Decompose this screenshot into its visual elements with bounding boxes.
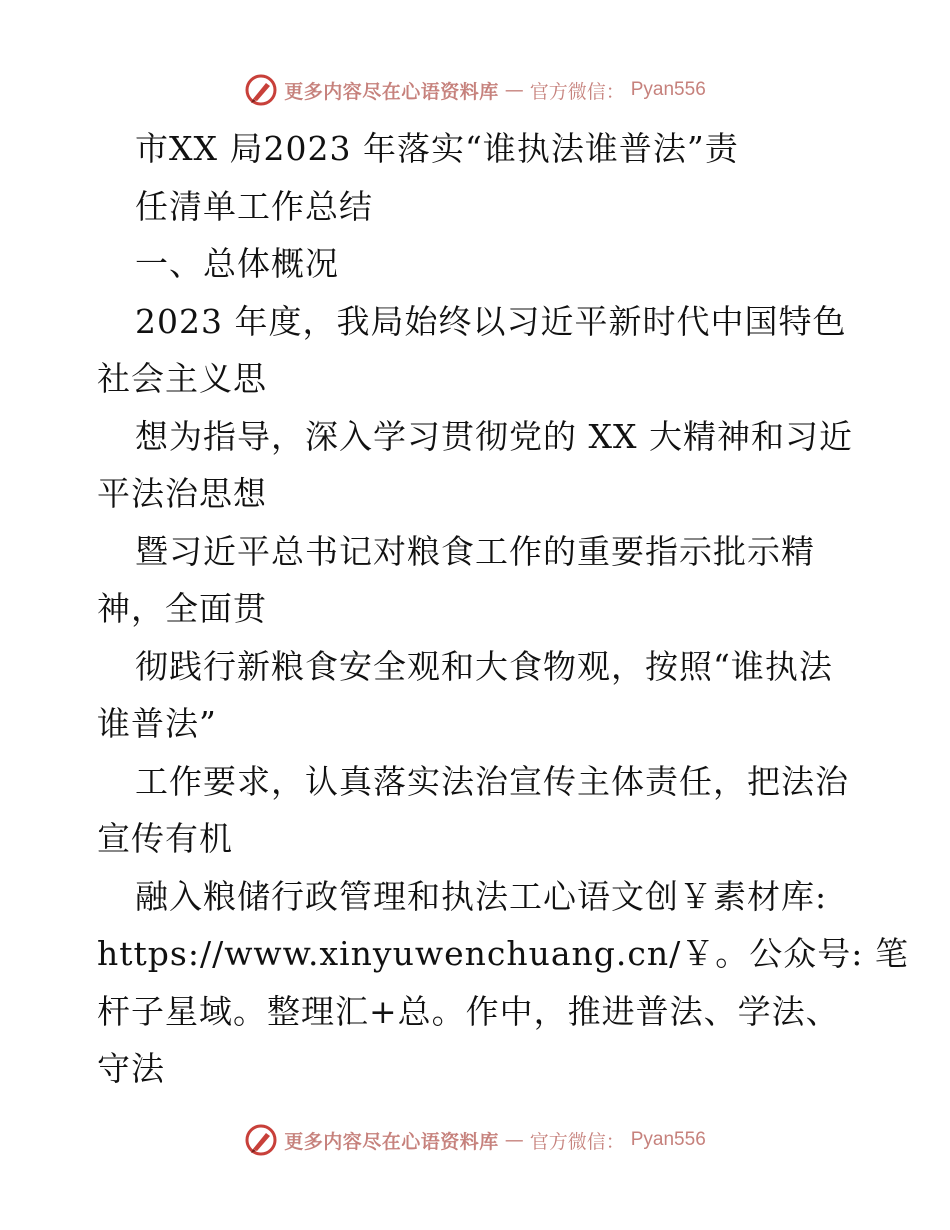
paragraph-line: 杆子星域。整理汇+总。作中，推进普法、学法、 [97, 991, 840, 1031]
document-title-line-1: 市XX 局2023 年落实“谁执法谁普法”责 [135, 129, 739, 168]
pen-logo-icon [244, 73, 278, 107]
banner-dash: — [504, 79, 524, 101]
banner-wechat-label: 官方微信： [529, 1130, 625, 1153]
paragraph-line: 2023 年度，我局始终以习近平新时代中国特色 [135, 301, 847, 341]
paragraph-line: 平法治思想 [97, 474, 267, 513]
paragraph-line: 工作要求，认真落实法治宣传主体责任，把法治 [135, 761, 849, 801]
paragraph-line: 社会主义思 [97, 359, 267, 398]
paragraph-line: 守法 [97, 1049, 165, 1088]
section-heading: 一、总体概况 [135, 244, 339, 283]
paragraph-line: 想为指导，深入学习贯彻党的 XX 大精神和习近 [135, 416, 853, 456]
banner-wechat-id: Pyan556 [630, 1129, 706, 1150]
footer-banner [0, 1120, 950, 1160]
document-body [97, 120, 909, 1098]
banner-main-text: 更多内容尽在心语资料库 [284, 1130, 499, 1153]
header-banner [0, 70, 950, 110]
paragraph-line: 谁普法” [97, 704, 217, 743]
paragraph-line: 宣传有机 [97, 819, 233, 858]
banner-main-text: 更多内容尽在心语资料库 [284, 80, 499, 103]
pen-logo-icon [244, 1123, 278, 1157]
paragraph-line: 彻践行新粮食安全观和大食物观，按照“谁执法 [135, 646, 833, 686]
paragraph-line: https://www.xinyuwenchuang.cn/￥。公众号: 笔 [97, 934, 909, 973]
document-title-line-2: 任清单工作总结 [135, 186, 373, 226]
paragraph-line: 神，全面贯 [97, 589, 267, 628]
banner-dash: — [504, 1129, 524, 1151]
paragraph-line: 融入粮储行政管理和执法工心语文创￥素材库: [135, 876, 828, 916]
banner-wechat-label: 官方微信： [529, 80, 625, 103]
paragraph-line: 暨习近平总书记对粮食工作的重要指示批示精 [135, 531, 815, 571]
banner-wechat-id: Pyan556 [630, 79, 706, 100]
